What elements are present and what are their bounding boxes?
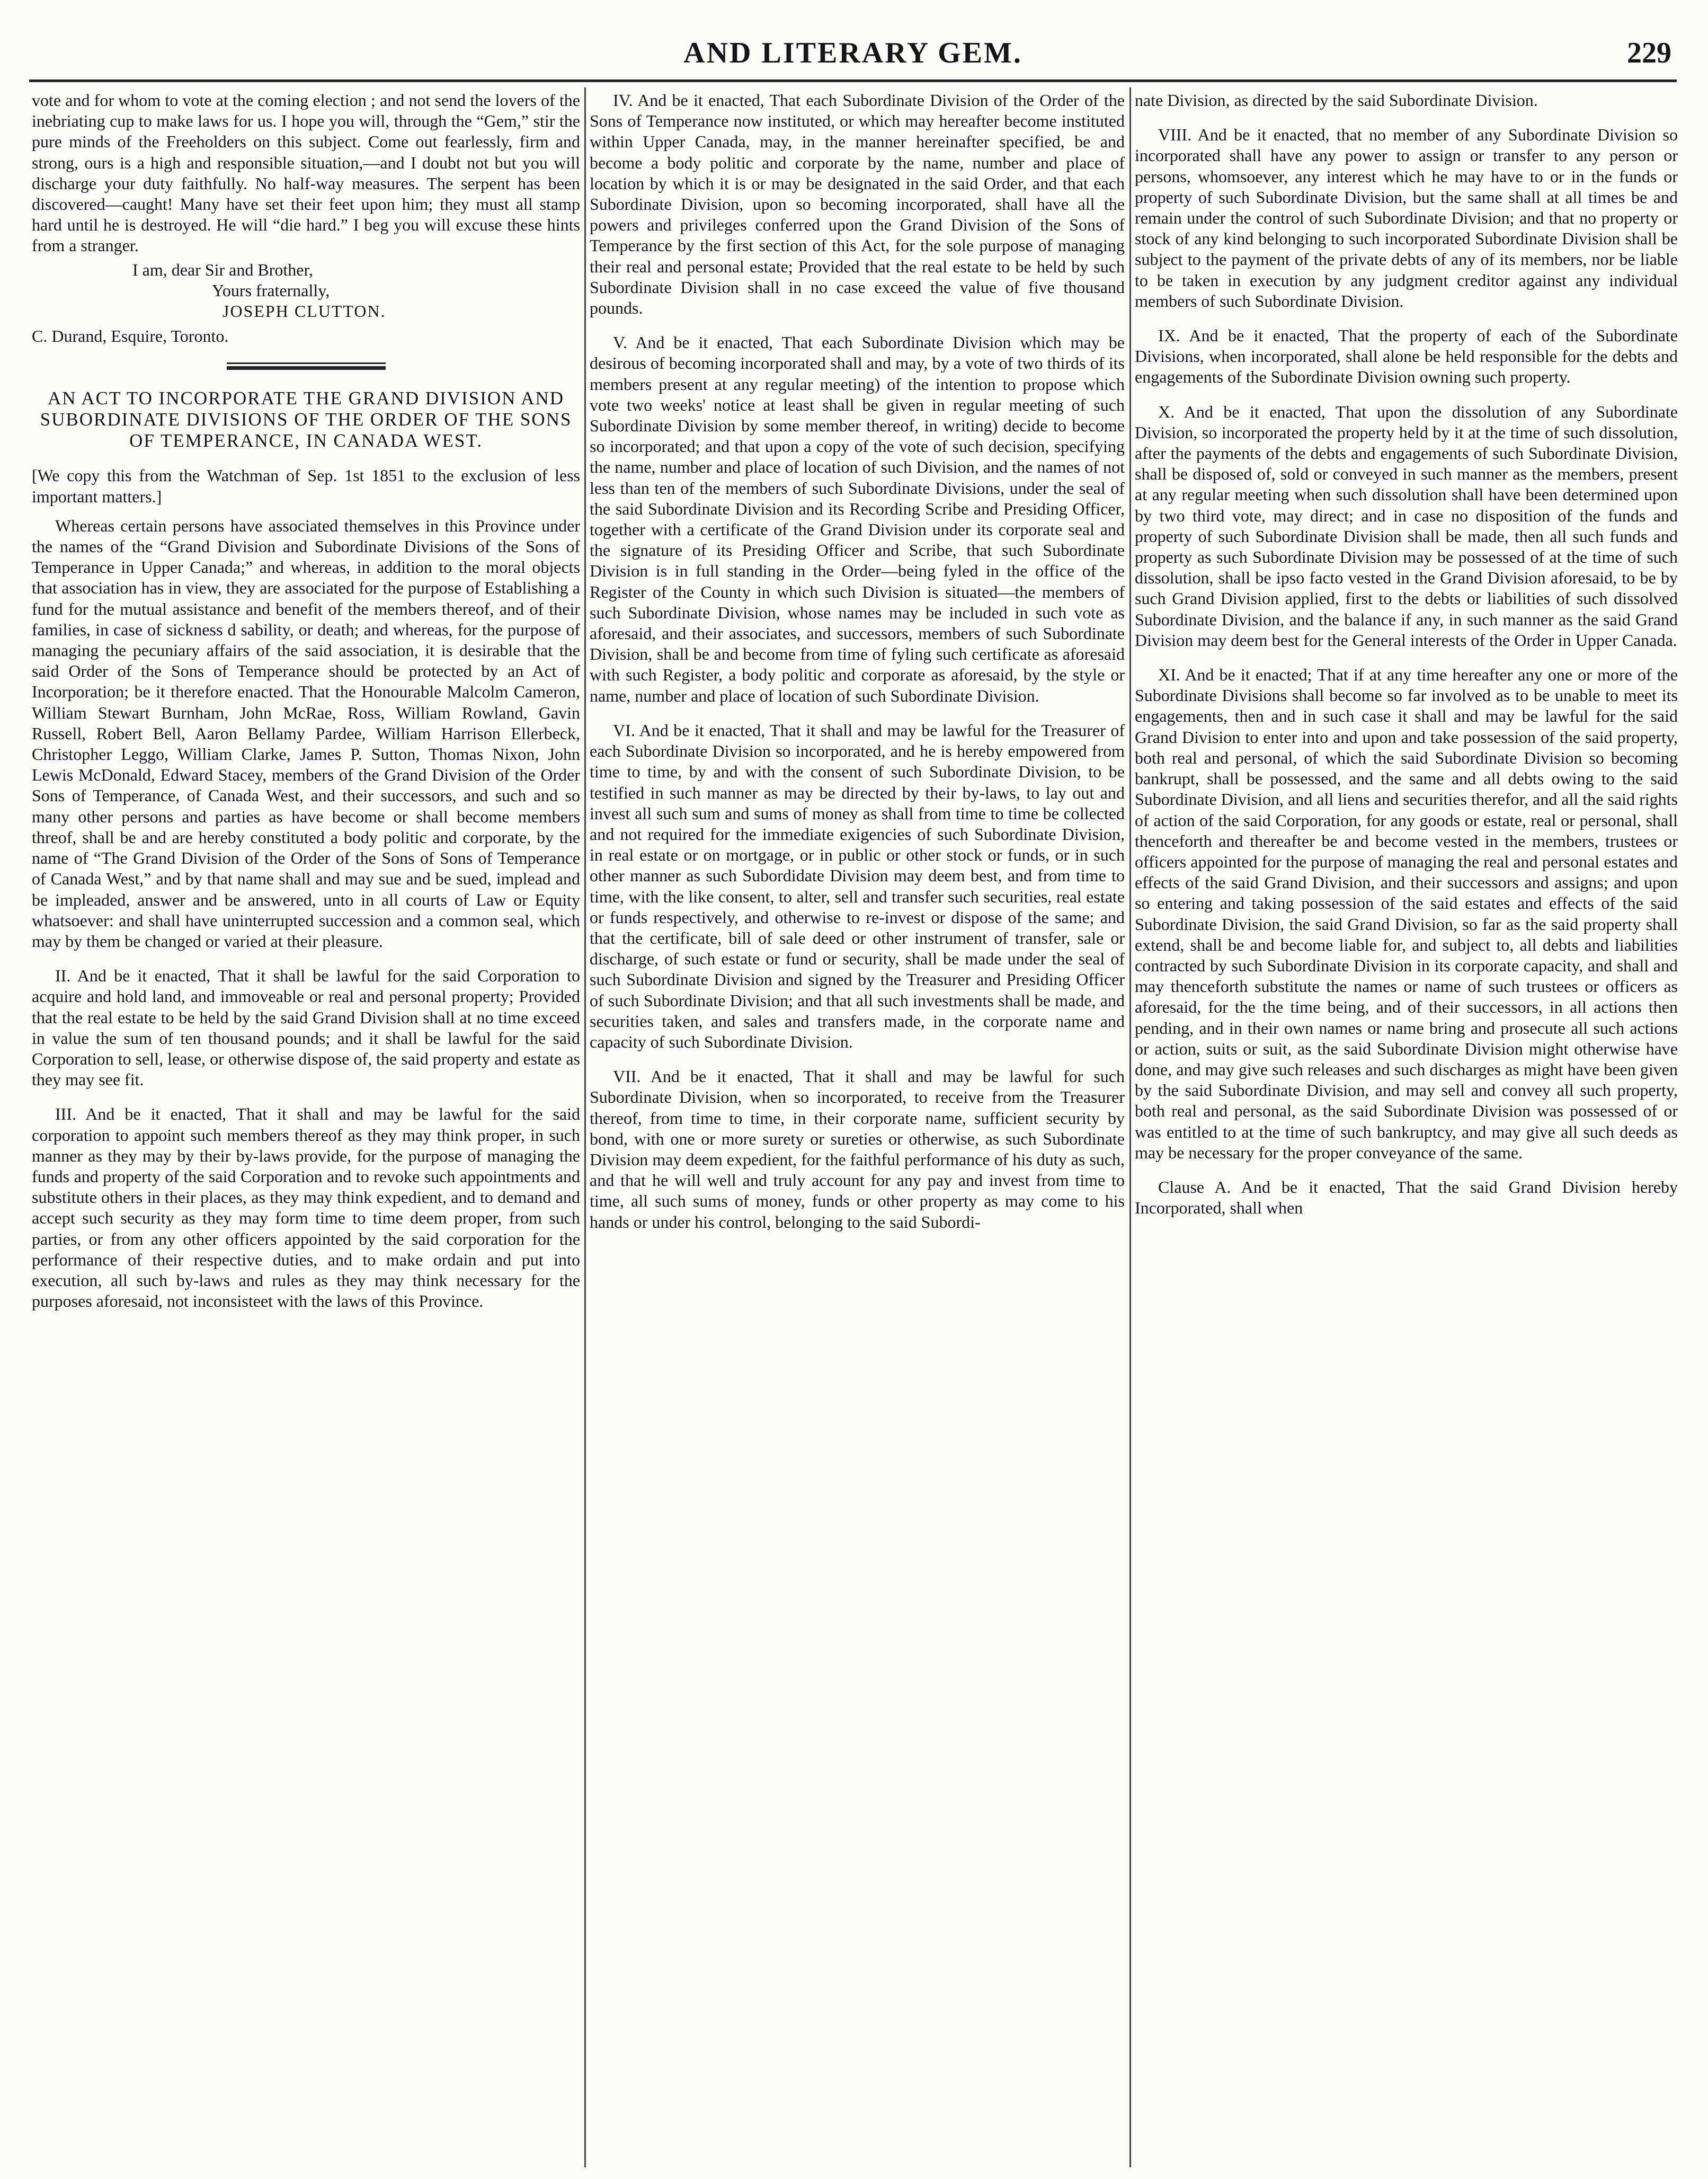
running-title: AND LITERARY GEM. xyxy=(683,37,1022,69)
act-preamble: Whereas certain persons have associated themselves in this Province under the names of the “Grand Division and Subordinate Divisions of the Sons of Temperance in Upper Canada;” and whereas, in addition to the moral objects that association has in view, they are associated for the purpose of Establishing a fund for the mutual assistance and benefit of the members thereof, and of their families, in case of sickness d sability, or death; and whereas, for the purpose of managing the pecuniary affairs of the said association, it is desirable that the said Order of the Sons of Temperance should be protected by an Act of Incorporation; be it therefore enacted. That the Honourable Malcolm Cameron, William Stewart Burnham, John McRae, Ross, William Rowland, Gavin Russell, Robert Bell, Aaron Bellamy Pardee, William Harrison Ellerbeck, Christopher Leggo, William Clarke, James P. Sutton, Thomas Nixon, John Lewis McDonald, Edward Stacey, members of the Grand Division of the Order Sons of Temperance, of Canada West, and their successors, and such and so many other persons and parties as have become or shall become members threof, shall be and are hereby constituted a body politic and corporate, by the name of “The Grand Division of the Order of the Sons of Sons of Temperance of Canada West,” and by that name shall and may sue and be sued, implead and be impleaded, answer and be answered, unto in all courts of Law or Equity whatsoever: and shall have uninterrupted succession and a common seal, which may by them be changed or varied at their pleasure. xyxy=(32,516,580,951)
act-section-viii: VIII. And be it enacted, that no member of any Subordinate Division so incorporated shall have any power to assign or transfer to any person or persons, whomsoever, any interest which he may have to or in the funds or property of such Subordinate Division, but the same shall at all times be and remain under the control of such Subordinate Division; and that no property or stock of any kind belonging to such incorporated Subordinate Division shall be subject to the payment of the private debts of any of its members, nor be liable to be taken in execution by any judgment creditor against any individual members of such Subordinate Division. xyxy=(1135,125,1678,311)
header-rule xyxy=(29,79,1677,82)
letter-closing: Yours fraternally, xyxy=(212,280,330,300)
column-1 xyxy=(32,90,580,2167)
letter-salutation: I am, dear Sir and Brother, xyxy=(132,260,313,279)
act-clause-a: Clause A. And be it enacted, That the said Grand Division hereby Incorporated, shall when xyxy=(1135,1177,1678,1218)
letter-signature: JOSEPH CLUTTON. xyxy=(223,302,386,321)
act-section-vii: VII. And be it enacted, That it shall and may be lawful for such Subordinate Division, when so incorporated, to receive from the Treasurer thereof, from time to time, in their corporate name, sufficient security by bond, with one or more surety or sureties or otherwise, as such Subordinate Division may deem expedient, for the faithful performance of his duty as such, and that he will well and truly account for any pay and invest from time to time, all such sums of money, funds or other property as may come to his hands or under his control, belonging to the said Subordi- xyxy=(590,1067,1125,1232)
page-number: 229 xyxy=(1627,37,1671,69)
column-divider xyxy=(584,87,586,2167)
source-note: [We copy this from the Watchman of Sep. 1st 1851 to the exclusion of less important matters.] xyxy=(32,466,580,506)
column-divider xyxy=(1129,87,1131,2167)
letter-body: vote and for whom to vote at the coming election ; and not send the lovers of the inebriating cup to make laws for us. I hope you will, through the “Gem,” stir the pure minds of the Freeholders on this subject. Come out fearlessly, firm and strong, ours is a high and responsible situation,—and I doubt not but you will discharge your duty faithfully. No half-way measures. The serpent has been discovered—caught! Many have set their feet upon him; they must all stamp hard until he is destroyed. He will “die hard.” I beg you will excuse these hints from a stranger. xyxy=(32,91,580,255)
act-section-ix: IX. And be it enacted, That the property of each of the Subordinate Divisions, when incorporated, shall alone be held responsible for the debts and engagements of the Subordinate Division owning such property. xyxy=(1135,326,1678,387)
act-section-iii: III. And be it enacted, That it shall and may be lawful for the said corporation to appoint such members thereof as they may think proper, in such manner as they may by their by-laws provide, for the purpose of managing the funds and property of the said Corporation and to revoke such appointments and substitute others in their places, as they may think expedient, and to demand and accept such security as they may form time to time deem proper, from such parties, or from any other officers appointed by the said corporation for the performance of their respective duties, and to make ordain and put into execution, all such by-laws and rules as they may think necessary for the purposes aforesaid, not inconsisteet with the laws of this Province. xyxy=(32,1104,580,1311)
column-2 xyxy=(590,90,1125,2167)
act-section-xi: XI. And be it enacted; That if at any time hereafter any one or more of the Subordinate Divisions shall become so far involved as to be unable to meet its engagements, then and in such case it shall and may be lawful for the said Grand Division to enter into and upon and take possession of the said property, both real and personal, of which the said Subordinate Division so becoming bankrupt, shall be possessed, and the same and all debts owing to the said Subordinate Division, and all liens and securities therefor, and all the said rights of action of the said Corporation, for any goods or estate, real or personal, shall thenceforth and thereafter be and become vested in the members, trustees or officers appointed for the purpose of managing the real and personal estates and effects of the said Grand Division, and their successors and assigns; and upon so entering and taking possession of the said estates and effects of the said Subordinate Division, the said Grand Division, so far as the said property shall extend, shall be and become liable for, and subject to, all debts and liabilities contracted by such Subordinate Division in its corporate capacity, and shall and may thenceforth substitute the names or name of such trustees or officers as aforesaid, for the the time being, and of their successors, in all actions then pending, and in their own names or name bring and prosecute all such actions or action, suits or suit, as the said Subordinate Division might otherwise have done, and may give such releases and such discharges as might have been given by the said Subordinate Division, and may sell and convey all such property, both real and personal, as the said Subordinate Division was possessed of or was entitled to at the time of such bankruptcy, and may give all such deeds as may be necessary for the proper conveyance of the same. xyxy=(1135,665,1678,1162)
act-section-ii: II. And be it enacted, That it shall be lawful for the said Corporation to acquire and hold land, and immoveable or real and personal property; Provided that the real estate to be held by the said Grand Division shall at no time exceed in value the sum of ten thousand pounds; and it shall be lawful for the said Corporation to sell, lease, or otherwise dispose of, the said property and estate as they may see fit. xyxy=(32,966,580,1090)
section-vii-continuation: nate Division, as directed by the said Subordinate Division. xyxy=(1135,91,1538,110)
act-section-vi: VI. And be it enacted, That it shall and may be lawful for the Treasurer of each Subordinate Division so incorporated, and he is hereby empowered from time to time, by and with the consent of such Subordinate Division, to be testified in such manner as may be directed by their by-laws, to lay out and invest all such sum and sums of money as shall from time to time be collected and not required for the immediate exigencies of such Subordinate Division, in real estate or on mortgage, or in public or other stock or funds, or in such other manner as such Subordidate Division may deem best, and from time to time, with the like consent, to alter, sell and transfer such securities, real estate or funds respectively, and otherwise to re-invest or dispose of the same; and that the certificate, bill of sale deed or other instrument of transfer, sale or discharge, of such estate or fund or security, shall be made under the seal of such Subordinate Division and signed by the Treasurer and Presiding Officer of such Subordinate Division; and that all such investments shall be made, and securities taken, and sales and transfers made, in the corporate name and capacity of such Subordinate Division. xyxy=(590,720,1125,1051)
act-title: AN ACT TO INCORPORATE THE GRAND DIVISION AND SUBORDINATE DIVISIONS OF THE ORDER OF THE SONS OF TEMPERANCE, IN CANADA WEST. xyxy=(40,388,572,451)
page-header xyxy=(29,32,1677,74)
act-section-iv: IV. And be it enacted, That each Subordinate Division of the Order of the Sons of Temperance now instituted, or which may hereafter become instituted within Upper Canada, may, in the manner hereinafter specified, be and become a body politic and corporate by the name, number and place of location by which it is or may be designated in the said Order, and that each Subordinate Division, upon so becoming incorporated, shall have all the powers and privileges conferred upon the Grand Division of the Sons of Temperance by the first section of this Act, for the sole purpose of managing their real and personal estate; Provided that the real estate to be held by such Subordinate Division shall in no case exceed the value of five thousand pounds. xyxy=(590,91,1125,318)
act-section-v: V. And be it enacted, That each Subordinate Division which may be desirous of becoming incorporated shall and may, by a vote of two thirds of its members present at any regular meeting) of the intention to propose which vote two weeks' notice at least shall be given in regular meeting of such Subordinate Division by some member thereof, in writing) decide to become so incorporated; and that upon a copy of the vote of such decision, specifying the name, number and place of location of such Division, and the names of not less than ten of the members of such Subordinate Divisions, under the seal of the said Subordinate Division and its Recording Scribe and Presiding Officer, together with a certificate of the Grand Division under its corporate seal and the signature of its Presiding Officer and Scribe, that such Subordinate Division is in full standing in the Order—being fyled in the office of the Register of the County in which such Division is situated—the members of such Subordinate Division, whose names may be included in such vote as aforesaid, and their associates, and successors, members of such Subordinate Division, shall be and become from time of fyling such certificate as aforesaid with such Register, a body politic and corporate as aforesaid, by the style or name, number and place of location of such Subordinate Division. xyxy=(590,333,1125,705)
section-ornament-rule xyxy=(227,361,386,372)
act-section-x: X. And be it enacted, That upon the dissolution of any Subordinate Division, so incorporated the property held by it at the time of such dissolution, after the payments of the debts and engagements of such Subordinate Division, shall be disposed of, sold or conveyed in such manner as the members, present at any regular meeting when such dissolution shall have been determined upon by two third vote, may direct; and in case no disposition of the funds and property of such Subordinate Division shall be made, then all such funds and property as such Subordinate Division may be possessed of at the time of such dissolution, shall be ipso facto vested in the Grand Division aforesaid, to be by such Grand Division applied, first to the debts or liabilities of such dissolved Subordinate Division, and the balance if any, in such manner as the said Grand Division may deem best for the General interests of the Order in Upper Canada. xyxy=(1135,402,1678,650)
letter-addressee: C. Durand, Esquire, Toronto. xyxy=(32,326,229,346)
column-3 xyxy=(1135,90,1678,2167)
